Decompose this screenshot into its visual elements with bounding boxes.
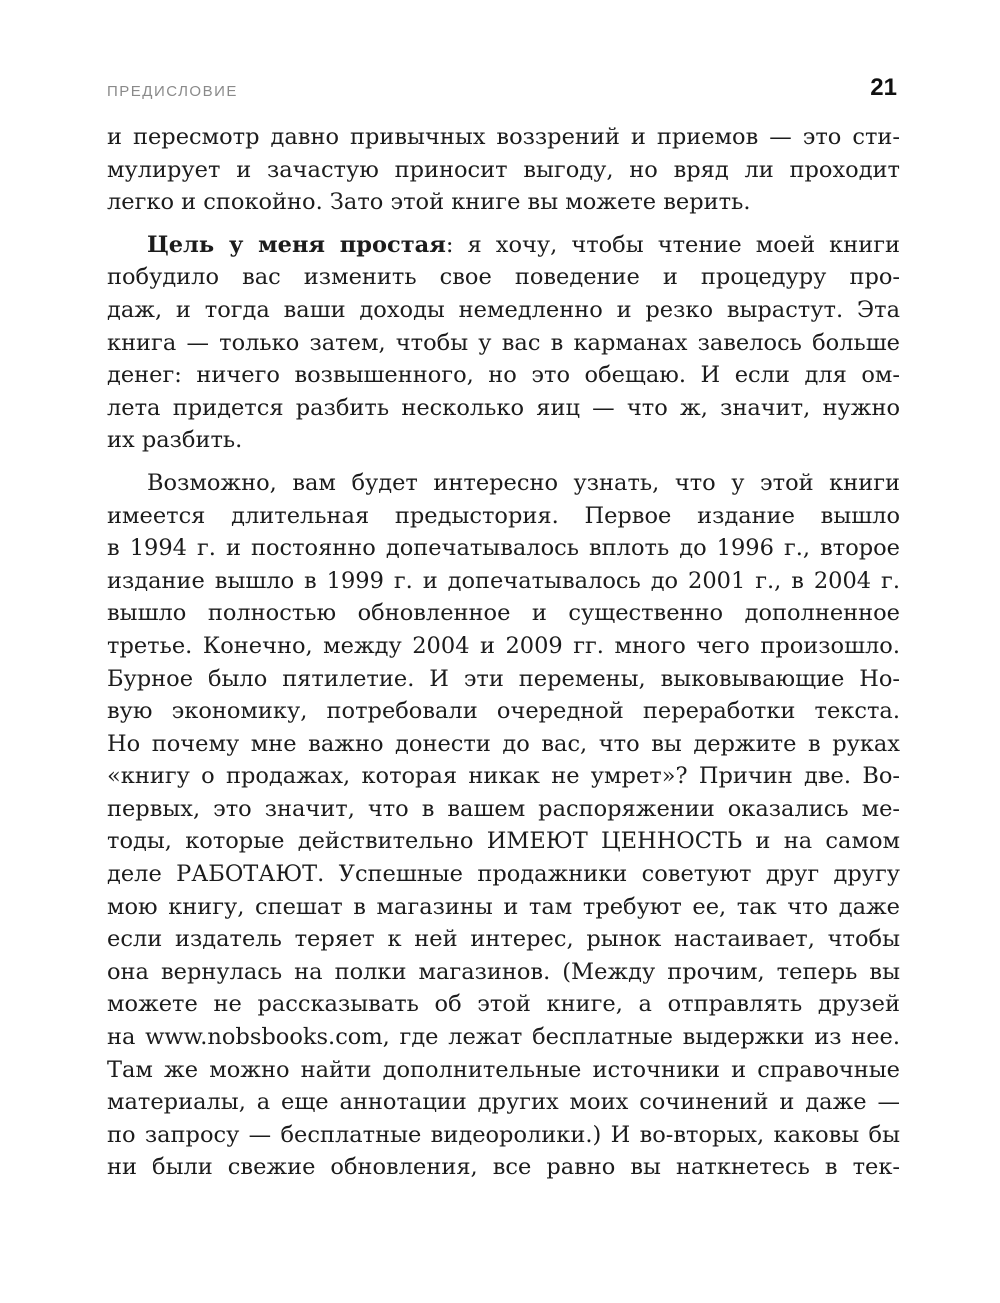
body-text	[107, 121, 900, 1184]
text-line: Возможно, вам будет интересно узнать, что у этой книги	[147, 469, 900, 496]
bold-lead-phrase: Цель у меня простая	[147, 231, 446, 258]
text-line: Но почему мне важно донести до вас, что вы держите в руках	[107, 730, 900, 757]
text-line	[107, 229, 900, 262]
text-line: книга — только затем, чтобы у вас в карманах завелось больше	[107, 329, 900, 356]
text-line: если издатель теряет к ней интерес, рынок настаивает, чтобы	[107, 926, 900, 953]
text-line: первых, это значит, что в вашем распоряжении оказались ме-	[107, 795, 900, 822]
text-line: третье. Конечно, между 2004 и 2009 гг. много чего произошло.	[107, 632, 900, 659]
text-line: побудило вас изменить свое поведение и процедуру про-	[107, 264, 900, 291]
paragraph	[107, 121, 900, 219]
paragraph	[107, 467, 900, 1184]
text-line: по запросу — бесплатные видеоролики.) И во-вторых, каковы бы	[107, 1121, 900, 1148]
text-line: ни были свежие обновления, все равно вы наткнетесь в тек-	[107, 1154, 900, 1181]
text-line: мулирует и зачастую приносит выгоду, но вряд ли проходит	[107, 156, 900, 183]
text-line: и пересмотр давно привычных воззрений и приемов — это сти-	[107, 124, 900, 150]
text-line: она вернулась на полки магазинов. (Между прочим, теперь вы	[107, 958, 900, 985]
line-text: : я хочу, чтобы чтение моей книги	[445, 231, 900, 258]
text-line: издание вышло в 1999 г. и допечатывалось до 2001 г., в 2004 г.	[107, 567, 900, 594]
text-line: Бурное было пятилетие. И эти перемены, выковывающие Но-	[107, 665, 900, 692]
text-line: денег: ничего возвышенного, но это обещаю. И если для ом-	[107, 362, 900, 389]
text-line: вую экономику, потребовали очередной переработки текста.	[107, 698, 900, 725]
text-line: мою книгу, спешат в магазины и там требуют ее, так что даже	[107, 893, 900, 920]
text-line: тоды, которые действительно ИМЕЮТ ЦЕННОСТЬ и на самом	[107, 828, 900, 855]
text-line: деле РАБОТАЮТ. Успешные продажники советуют друг другу	[107, 861, 900, 888]
text-line: в 1994 г. и постоянно допечатывалось вплоть до 1996 г., второе	[107, 535, 900, 562]
page-number: 21	[870, 74, 897, 101]
text-line: их разбить.	[107, 427, 243, 454]
text-line: имеется длительная предыстория. Первое издание вышло	[107, 502, 900, 529]
running-head: ПРЕДИСЛОВИЕ	[107, 83, 238, 100]
text-line: «книгу о продажах, которая никак не умрет»? Причин две. Во-	[107, 763, 900, 790]
text-line: материалы, а еще аннотации других моих сочинений и даже —	[107, 1089, 900, 1116]
text-line: вышло полностью обновленное и существенно дополненное	[107, 600, 900, 627]
text-line: можете не рассказывать об этой книге, а отправлять друзей	[107, 991, 900, 1018]
text-line: Там же можно найти дополнительные источники и справочные	[107, 1056, 900, 1083]
text-line: даж, и тогда ваши доходы немедленно и резко вырастут. Эта	[107, 296, 900, 323]
text-line: легко и спокойно. Зато этой книге вы можете верить.	[107, 189, 751, 216]
text-line: на www.nobsbooks.com, где лежат бесплатные выдержки из нее.	[107, 1024, 900, 1051]
text-line: лета придется разбить несколько яиц — что ж, значит, нужно	[107, 394, 900, 421]
paragraph	[107, 229, 900, 457]
